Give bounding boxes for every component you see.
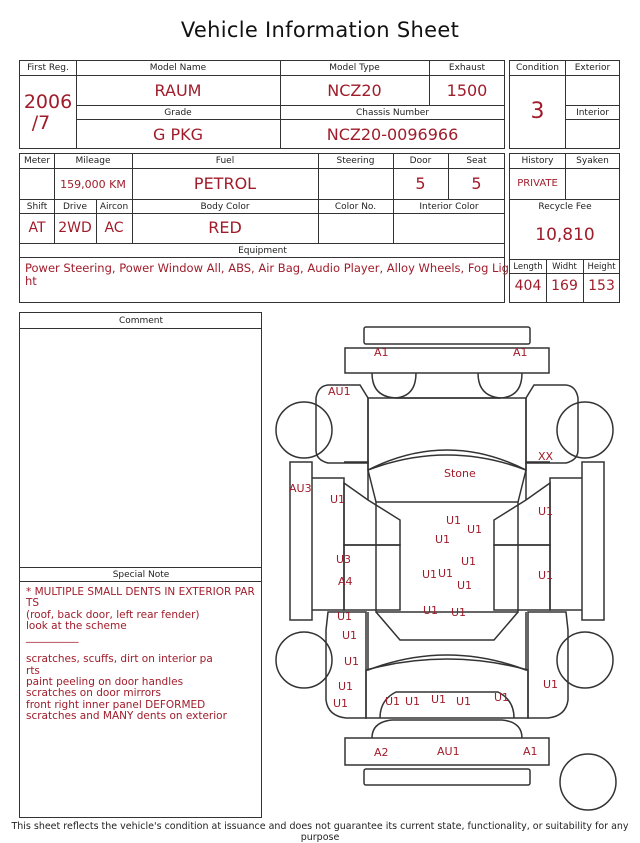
mark-a4: A4 xyxy=(338,575,353,588)
grade-label: Grade xyxy=(164,108,192,118)
special-note-line: scratches, scuffs, dirt on interior pa xyxy=(26,653,213,666)
mark-u1: U1 xyxy=(543,678,559,691)
mark-u1: U1 xyxy=(342,629,358,642)
specs-table xyxy=(19,153,509,303)
mark-u1: U1 xyxy=(422,568,438,581)
mark-a1-rear: A1 xyxy=(523,745,538,758)
model-name-label: Model Name xyxy=(149,63,207,73)
first-reg-month: /7 xyxy=(31,112,51,134)
mark-u3: U3 xyxy=(336,553,352,566)
grade-value: G PKG xyxy=(152,125,204,144)
comment-panel xyxy=(19,312,262,818)
condition-table xyxy=(509,60,620,149)
fuel-label: Fuel xyxy=(215,156,235,166)
door-value: 5 xyxy=(415,174,426,193)
equipment-text xyxy=(25,261,509,288)
mileage-value: 159,000 KM xyxy=(60,178,126,191)
mark-u1: U1 xyxy=(405,695,421,708)
special-note-line: paint peeling on door handles xyxy=(26,676,184,689)
height-label: Height xyxy=(587,262,616,272)
right-side-panel xyxy=(582,462,604,620)
special-note-line: scratches on door mirrors xyxy=(26,687,161,700)
mark-u1: U1 xyxy=(494,691,510,704)
width-label: Widht xyxy=(552,262,577,272)
exhaust-label: Exhaust xyxy=(448,63,486,73)
mark-u1: U1 xyxy=(446,514,462,527)
mark-u1: U1 xyxy=(451,606,467,619)
back-door xyxy=(366,659,528,718)
equipment-label: Equipment xyxy=(238,246,287,256)
body-color-label: Body Color xyxy=(200,202,250,212)
mark-xx: XX xyxy=(538,450,554,463)
special-note-line: scratches and MANY dents on exterior xyxy=(26,709,227,722)
body-color-value: RED xyxy=(208,218,242,237)
mark-au1-rear: AU1 xyxy=(437,745,460,758)
steering-label: Steering xyxy=(336,156,375,166)
drive-label: Drive xyxy=(63,202,87,212)
seat-label: Seat xyxy=(466,156,487,166)
car-damage-diagram xyxy=(268,318,628,818)
first-reg-year: 2006 xyxy=(23,91,73,113)
width-value: 169 xyxy=(551,278,578,294)
mark-u1: U1 xyxy=(457,579,473,592)
mark-u1: U1 xyxy=(338,680,354,693)
special-note-line: rts xyxy=(26,664,40,677)
mark-u1: U1 xyxy=(456,695,472,708)
history-table xyxy=(509,153,620,303)
chassis-label: Chassis Number xyxy=(355,108,430,118)
model-type-label: Model Type xyxy=(329,63,380,73)
equipment-line: Power Steering, Power Window All, ABS, Air Bag, Audio Player, Alloy Wheels, Fog Lig xyxy=(25,261,509,275)
exhaust-value: 1500 xyxy=(446,81,488,100)
page-title: Vehicle Information Sheet xyxy=(180,18,460,42)
rear-left-wheel xyxy=(276,632,332,688)
footer-disclaimer: This sheet reflects the vehicle's condition at issuance and does not guarantee its current state, functionality, or suitability for any purpose xyxy=(11,821,629,843)
special-note-line: * MULTIPLE SMALL DENTS IN EXTERIOR PAR xyxy=(26,586,255,598)
history-value: PRIVATE xyxy=(517,178,558,189)
mark-u1: U1 xyxy=(344,655,360,668)
recycle-fee-value: 10,810 xyxy=(535,225,595,245)
seat-value: 5 xyxy=(471,174,482,193)
mark-au1-front: AU1 xyxy=(328,385,351,398)
condition-label: Condition xyxy=(516,63,559,73)
interior-label: Interior xyxy=(576,108,609,118)
mark-u1: U1 xyxy=(461,555,477,568)
aircon-label: Aircon xyxy=(99,202,129,212)
mark-u1: U1 xyxy=(330,493,346,506)
mark-u1: U1 xyxy=(337,610,353,623)
front-left-wheel xyxy=(276,402,332,458)
drive-value: 2WD xyxy=(58,220,92,236)
syaken-label: Syaken xyxy=(576,156,609,166)
mark-u1: U1 xyxy=(431,693,447,706)
front-bumper xyxy=(364,327,530,344)
mark-au3: AU3 xyxy=(289,482,312,495)
mark-u1: U1 xyxy=(538,505,554,518)
fuel-value: PETROL xyxy=(193,174,257,193)
equipment-line: ht xyxy=(25,274,37,288)
door-label: Door xyxy=(409,156,432,166)
aircon-value: AC xyxy=(104,220,124,236)
mark-u1: U1 xyxy=(385,695,401,708)
mark-u1: U1 xyxy=(467,523,483,536)
front-right-wheel xyxy=(557,402,613,458)
interior-color-label: Interior Color xyxy=(419,202,479,212)
special-note-line: front right inner panel DEFORMED xyxy=(26,698,206,711)
comment-label: Comment xyxy=(118,316,164,326)
chassis-value: NCZ20-0096966 xyxy=(326,125,459,144)
model-name-value: RAUM xyxy=(154,81,202,100)
mark-stone: Stone xyxy=(444,467,476,480)
recycle-fee-label: Recycle Fee xyxy=(538,202,592,212)
spare-wheel xyxy=(560,754,616,810)
mark-a1-front-right: A1 xyxy=(513,346,528,359)
length-value: 404 xyxy=(514,278,542,294)
mark-u1: U1 xyxy=(435,533,451,546)
special-note-label: Special Note xyxy=(112,570,170,580)
model-type-value: NCZ20 xyxy=(327,81,382,100)
shift-label: Shift xyxy=(26,202,48,212)
height-value: 153 xyxy=(588,278,615,294)
special-note-line: (roof, back door, left rear fender) xyxy=(26,608,200,621)
special-note-text xyxy=(26,587,258,722)
mark-u1: U1 xyxy=(333,697,349,710)
mark-a1-front-left: A1 xyxy=(374,346,389,359)
mileage-label: Mileage xyxy=(75,156,111,166)
mark-u1: U1 xyxy=(438,567,454,580)
mark-u1: U1 xyxy=(423,604,439,617)
special-note-line: __________ xyxy=(26,631,79,644)
model-info-table xyxy=(19,60,505,149)
history-label: History xyxy=(521,156,554,166)
shift-value: AT xyxy=(28,220,46,236)
mark-u1: U1 xyxy=(538,569,554,582)
color-no-label: Color No. xyxy=(334,202,377,212)
special-note-line: TS xyxy=(26,597,40,610)
rear-right-wheel xyxy=(557,632,613,688)
special-note-line: look at the scheme xyxy=(26,619,127,632)
rear-window xyxy=(376,612,518,640)
length-label: Length xyxy=(513,262,543,272)
meter-label: Meter xyxy=(23,156,51,166)
exterior-label: Exterior xyxy=(574,63,611,73)
condition-value: 3 xyxy=(530,99,545,124)
first-reg-label: First Reg. xyxy=(27,63,69,73)
mark-a2: A2 xyxy=(374,746,389,759)
rear-right-fender xyxy=(528,612,568,718)
